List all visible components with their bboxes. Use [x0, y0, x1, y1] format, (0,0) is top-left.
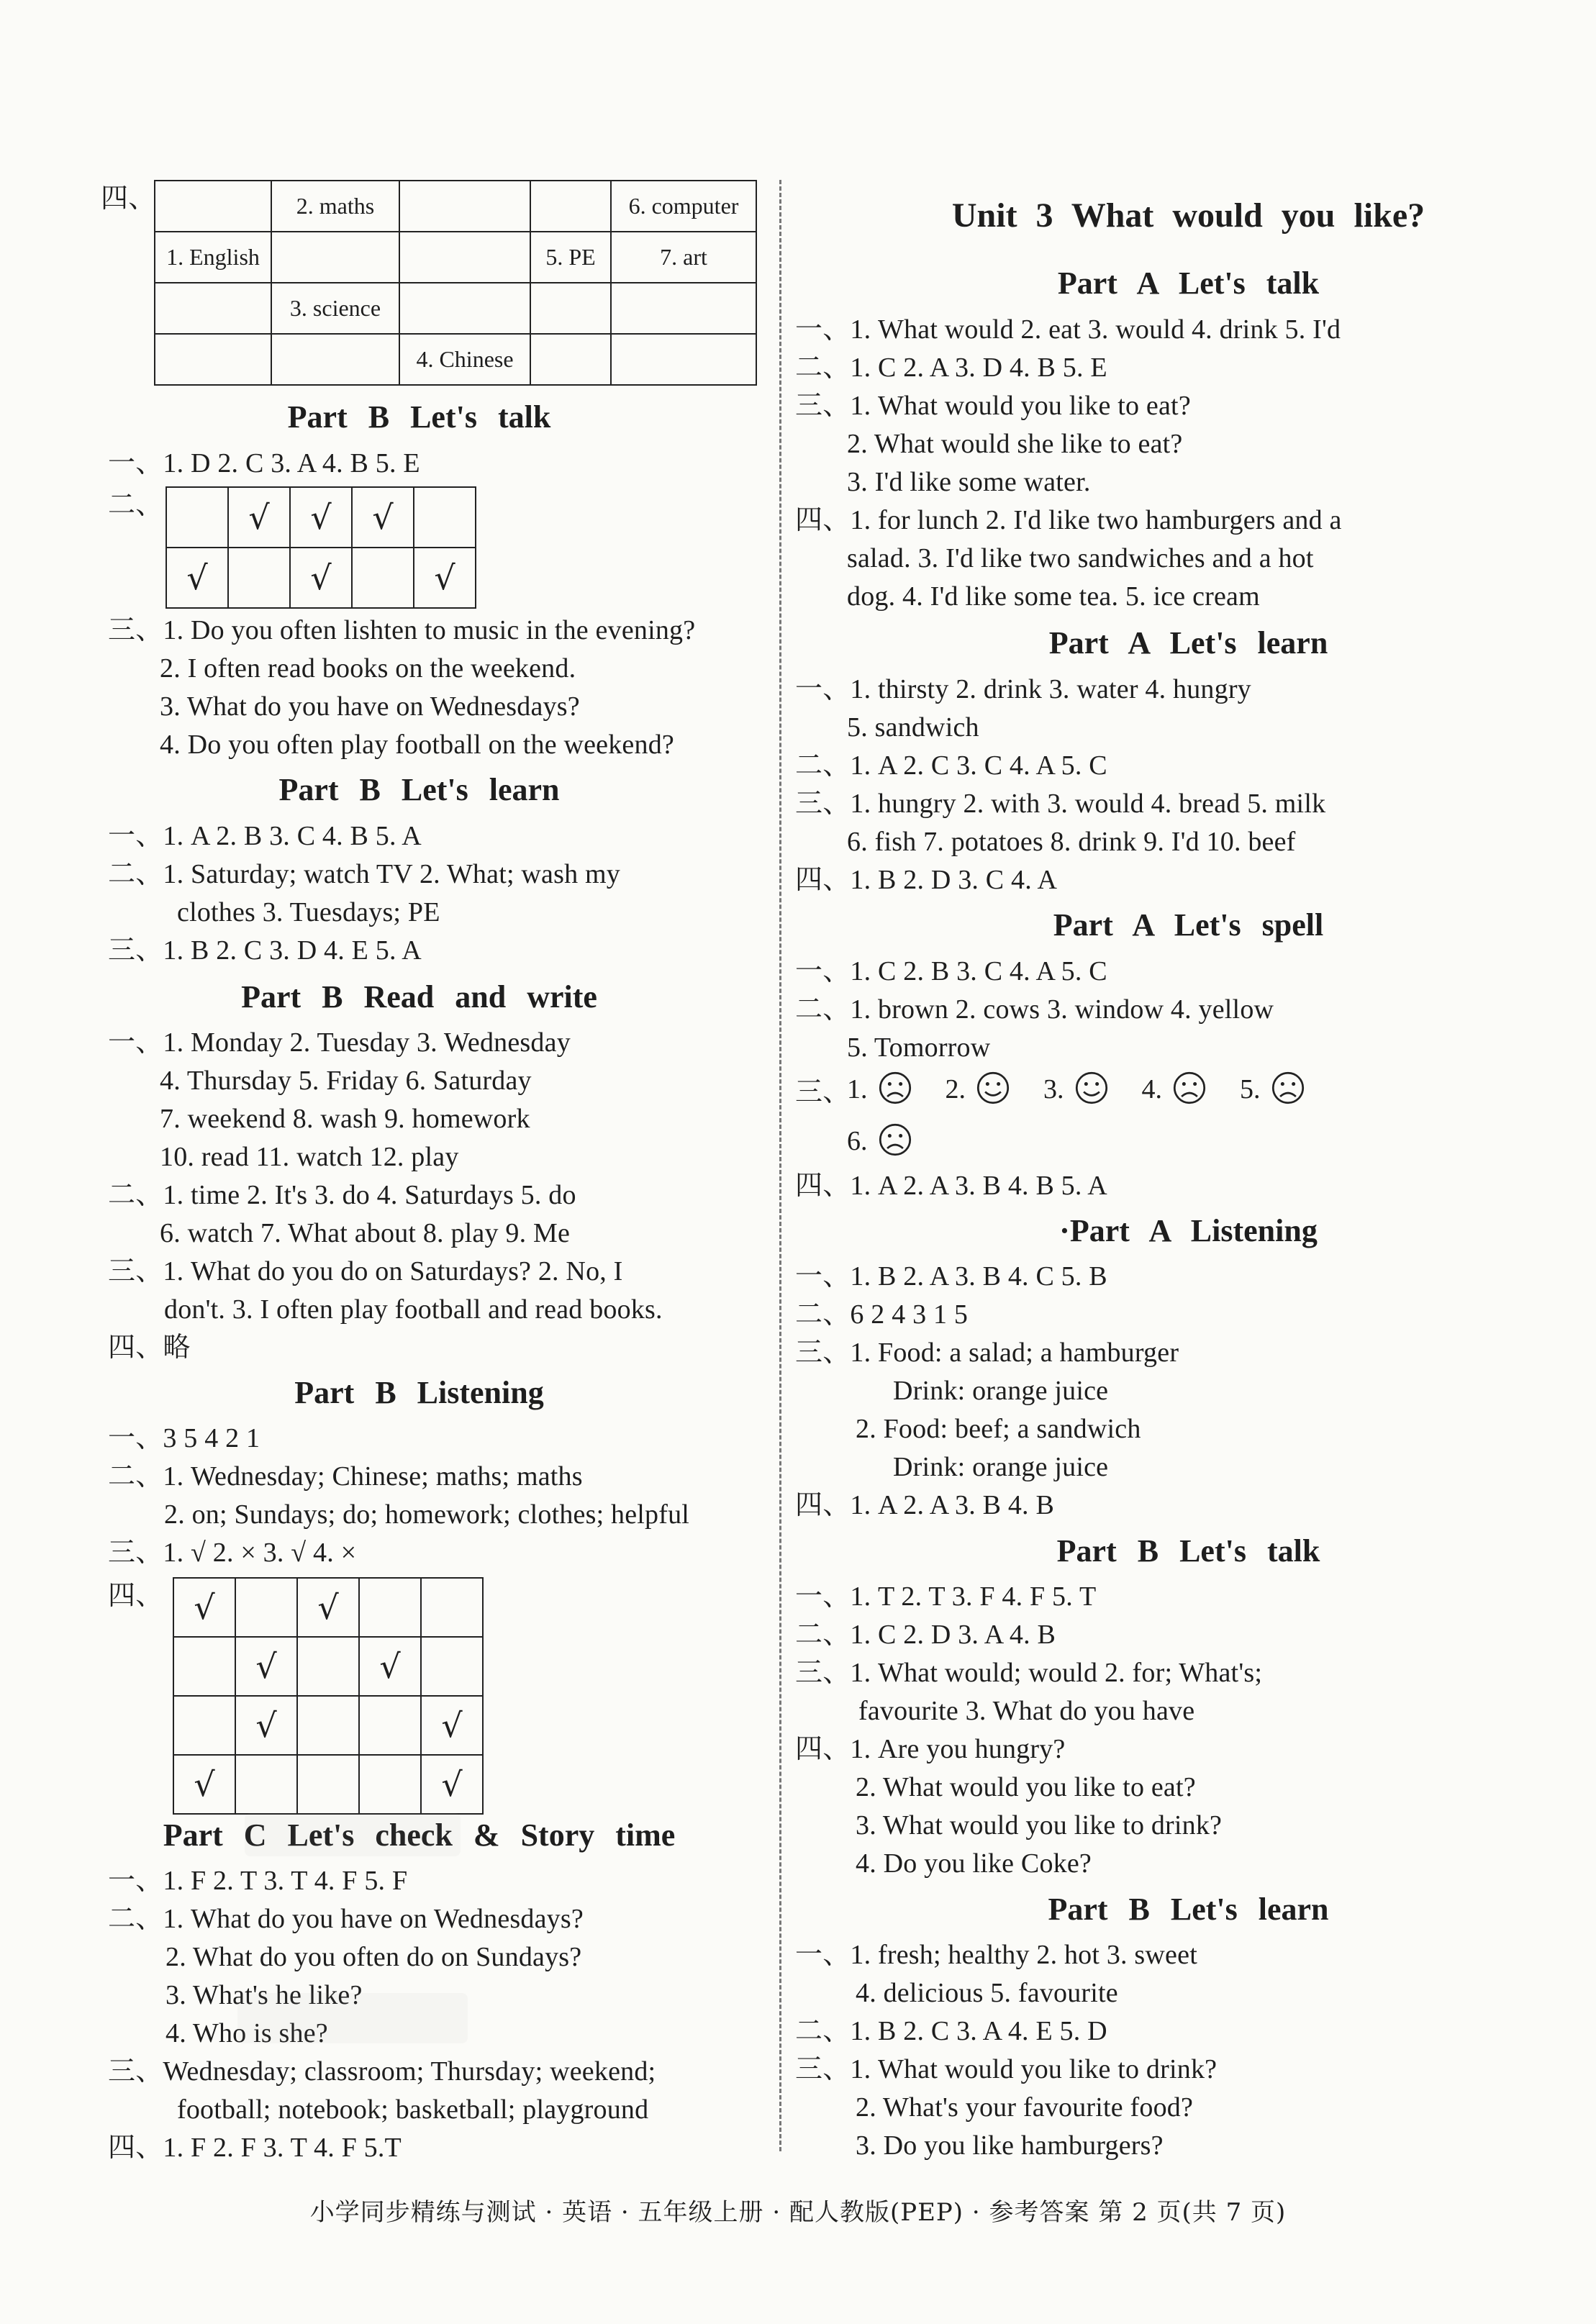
smiley-face-icon: [1074, 1071, 1109, 1108]
grid-cell: [359, 1578, 421, 1637]
answer-line: 4. Thursday 5. Friday 6. Saturday: [160, 1066, 532, 1096]
grid-cell: 7. art: [611, 232, 756, 283]
face-number: 6.: [847, 1126, 868, 1156]
grid-cell: [297, 1637, 359, 1696]
grid-row: [155, 232, 756, 283]
subject-crossword-grid: [154, 180, 757, 386]
grid-cell: √: [166, 548, 228, 608]
answer-line: 三、1. Food: a salad; a hamburger: [795, 1338, 1179, 1368]
answer-line: clothes 3. Tuesdays; PE: [177, 897, 440, 927]
answer-line: 5. Tomorrow: [847, 1032, 991, 1063]
answer-line: 2. I often read books on the weekend.: [160, 653, 576, 684]
grid-cell: [611, 334, 756, 385]
heading-parta-spell: Part A Let's spell: [1053, 907, 1324, 943]
heading-parta-listening: ·Part A Listening: [1059, 1213, 1318, 1248]
answer-line: 4. Do you like Coke?: [856, 1848, 1092, 1879]
answer-line: 2. What's your favourite food?: [856, 2092, 1194, 2123]
answer-line: 5. sandwich: [847, 712, 979, 743]
page-footer: 小学同步精练与测试 · 英语 · 五年级上册 · 配人教版(PEP) · 参考答案 第 2 页(共 7 页): [309, 2198, 1287, 2227]
grid-cell: [297, 1696, 359, 1755]
grid-cell: √: [352, 487, 414, 548]
grid-cell: [155, 283, 271, 334]
grid-cell: [173, 1637, 235, 1696]
answer-line: 一、1. Monday 2. Tuesday 3. Wednesday: [108, 1027, 571, 1058]
answer-line: 三、Wednesday; classroom; Thursday; weekend;: [108, 2056, 656, 2087]
heading-partb-listening: Part B Listening: [294, 1375, 544, 1410]
face-answer-sad: [847, 1122, 912, 1160]
answer-line: 一、1. C 2. B 3. C 4. A 5. C: [795, 956, 1107, 986]
answer-line: don't. 3. I often play football and read books.: [164, 1294, 663, 1325]
answer-line: 二、6 2 4 3 1 5: [795, 1299, 969, 1330]
sad-face-icon: [1172, 1071, 1207, 1108]
column-divider: [779, 180, 781, 2151]
answer-line: favourite 3. What do you have: [858, 1696, 1195, 1726]
grid-cell: [271, 334, 399, 385]
answer-line: 二、1. B 2. C 3. A 4. E 5. D: [795, 2016, 1107, 2046]
grid-cell: [399, 232, 530, 283]
face-answer-sad: [847, 1071, 912, 1108]
answer-line: 四、略: [108, 1333, 191, 1363]
sad-face-icon: [878, 1122, 912, 1160]
answer-line: 四、1. for lunch 2. I'd like two hamburgers and a: [795, 505, 1342, 535]
grid-cell: [271, 232, 399, 283]
grid-cell: √: [228, 487, 290, 548]
answer-line: 四、1. Are you hungry?: [795, 1734, 1066, 1764]
watermark-mark: [237, 1993, 468, 2043]
answer-line: salad. 3. I'd like two sandwiches and a hot: [847, 543, 1314, 573]
answer-line: 三、1. What would you like to eat?: [795, 391, 1191, 421]
grid-cell: 6. computer: [611, 181, 756, 232]
grid-cell: 4. Chinese: [399, 334, 530, 385]
answer-line: 6. watch 7. What about 8. play 9. Me: [160, 1218, 571, 1248]
grid-cell: [297, 1755, 359, 1814]
grid-label: 四、: [108, 1581, 163, 1611]
answer-line: 二、1. A 2. C 3. C 4. A 5. C: [795, 750, 1107, 781]
answer-line: 四、1. A 2. A 3. B 4. B: [795, 1490, 1054, 1520]
grid-row: [155, 334, 756, 385]
heading-partb-read: Part B Read and write: [241, 979, 597, 1015]
grid-row: [173, 1755, 483, 1814]
answer-line: 10. read 11. watch 12. play: [160, 1142, 459, 1172]
answer-line: football; notebook; basketball; playground: [177, 2094, 649, 2125]
grid-cell: [421, 1578, 483, 1637]
face-number: 1.: [847, 1074, 868, 1104]
grid-cell: √: [173, 1755, 235, 1814]
grid-cell: √: [421, 1696, 483, 1755]
answer-line: dog. 4. I'd like some tea. 5. ice cream: [847, 581, 1260, 612]
answer-line: 2. on; Sundays; do; homework; clothes; helpful: [164, 1499, 690, 1530]
grid-label: 四、: [101, 183, 156, 214]
answer-line: 三、1. Do you often lishten to music in the evening?: [108, 615, 696, 645]
answer-line: 一、1. F 2. T 3. T 4. F 5. F: [108, 1866, 408, 1896]
grid-cell: √: [290, 487, 352, 548]
grid-cell: √: [235, 1696, 297, 1755]
heading-partb-talk-right: Part B Let's talk: [1056, 1533, 1320, 1569]
heading-parta-talk: Part A Let's talk: [1057, 265, 1320, 301]
answer-line: 一、3 5 4 2 1: [108, 1423, 260, 1453]
grid-cell: [530, 334, 611, 385]
answer-line: 6. fish 7. potatoes 8. drink 9. I'd 10. beef: [847, 827, 1296, 857]
answer-line: 一、1. B 2. A 3. B 4. C 5. B: [795, 1261, 1107, 1292]
face-answers-row-2: [847, 1122, 946, 1160]
answer-line: 一、1. thirsty 2. drink 3. water 4. hungry: [795, 674, 1251, 704]
face-answers-row-1: [847, 1071, 1338, 1108]
grid-row: [155, 181, 756, 232]
grid-cell: [530, 181, 611, 232]
answer-line: 三、1. B 2. C 3. D 4. E 5. A: [108, 935, 422, 966]
heading-partc-check: Part C Let's check & Story time: [163, 1817, 676, 1853]
grid-cell: √: [290, 548, 352, 608]
answer-line: 三、1. √ 2. × 3. √ 4. ×: [108, 1538, 357, 1568]
face-answer-sad: [1142, 1071, 1207, 1108]
heading-partb-talk: Part B Let's talk: [287, 399, 551, 435]
grid-label: 二、: [108, 490, 163, 520]
answer-line: 一、1. A 2. B 3. C 4. B 5. A: [108, 821, 422, 851]
grid-cell: [359, 1755, 421, 1814]
answer-line: 三、1. What would you like to drink?: [795, 2054, 1218, 2084]
grid-cell: [399, 181, 530, 232]
face-answer-happy: [946, 1071, 1011, 1108]
sad-face-icon: [878, 1071, 912, 1108]
grid-row: [173, 1696, 483, 1755]
answer-line: 一、1. What would 2. eat 3. would 4. drink 5. I'd: [795, 314, 1341, 345]
answer-line: 3. What's he like?: [166, 1980, 363, 2010]
answer-line: 二、1. Saturday; watch TV 2. What; wash my: [108, 859, 620, 889]
grid-cell: [611, 283, 756, 334]
answer-line: 3. What would you like to drink?: [856, 1810, 1223, 1840]
answer-line: 三、1. hungry 2. with 3. would 4. bread 5. milk: [795, 789, 1326, 819]
answer-line: 一、1. T 2. T 3. F 4. F 5. T: [795, 1581, 1097, 1612]
check-grid-listening: [173, 1577, 484, 1815]
answer-line: Drink: orange juice: [893, 1452, 1109, 1482]
grid-label: 三、: [795, 1077, 851, 1107]
grid-row: [166, 487, 476, 548]
answer-line: 二、1. time 2. It's 3. do 4. Saturdays 5. do: [108, 1180, 576, 1210]
grid-row: [155, 283, 756, 334]
answer-line: 2. What would she like to eat?: [847, 429, 1183, 459]
sad-face-icon: [1271, 1071, 1305, 1108]
answer-line: 3. What do you have on Wednesdays?: [160, 691, 580, 722]
unit-title: Unit 3 What would you like?: [951, 196, 1425, 235]
face-answer-sad: [1240, 1071, 1305, 1108]
watermark-mark: [245, 1813, 461, 1856]
grid-row: [166, 548, 476, 608]
grid-row: [173, 1637, 483, 1696]
answer-line: 2. What would you like to eat?: [856, 1772, 1196, 1802]
grid-cell: 1. English: [155, 232, 271, 283]
answer-line: 四、1. B 2. D 3. C 4. A: [795, 865, 1058, 895]
answer-line: 3. Do you like hamburgers?: [856, 2130, 1164, 2161]
grid-cell: [166, 487, 228, 548]
answer-line: 二、1. C 2. D 3. A 4. B: [795, 1620, 1056, 1650]
answer-line: 2. What do you often do on Sundays?: [166, 1942, 582, 1972]
grid-cell: [414, 487, 476, 548]
grid-cell: 5. PE: [530, 232, 611, 283]
answer-line: 四、1. F 2. F 3. T 4. F 5.T: [108, 2133, 402, 2163]
grid-cell: √: [173, 1578, 235, 1637]
answer-line: 7. weekend 8. wash 9. homework: [160, 1104, 530, 1134]
answer-line: 4. delicious 5. favourite: [856, 1978, 1118, 2008]
grid-cell: √: [235, 1637, 297, 1696]
face-answer-happy: [1043, 1071, 1109, 1108]
answer-line: 4. Do you often play football on the weekend?: [160, 730, 674, 760]
heading-parta-learn: Part A Let's learn: [1048, 625, 1328, 661]
grid-cell: [155, 181, 271, 232]
face-number: 2.: [945, 1074, 966, 1104]
grid-cell: [421, 1637, 483, 1696]
face-number: 4.: [1141, 1074, 1162, 1104]
answer-line: Drink: orange juice: [893, 1376, 1109, 1406]
face-number: 3.: [1043, 1074, 1064, 1104]
grid-cell: 2. maths: [271, 181, 399, 232]
answer-line: 一、1. D 2. C 3. A 4. B 5. E: [108, 448, 420, 478]
answer-line: 二、1. What do you have on Wednesdays?: [108, 1904, 584, 1934]
grid-cell: √: [421, 1755, 483, 1814]
answer-line: 二、1. Wednesday; Chinese; maths; maths: [108, 1461, 583, 1492]
answer-line: 4. Who is she?: [166, 2018, 328, 2048]
grid-cell: [235, 1755, 297, 1814]
grid-cell: √: [359, 1637, 421, 1696]
answer-line: 3. I'd like some water.: [847, 467, 1091, 497]
grid-cell: [530, 283, 611, 334]
grid-cell: [155, 334, 271, 385]
grid-cell: [228, 548, 290, 608]
answer-line: 三、1. What do you do on Saturdays? 2. No, I: [108, 1256, 623, 1286]
grid-row: [173, 1578, 483, 1637]
answer-line: 二、1. C 2. A 3. D 4. B 5. E: [795, 353, 1107, 383]
grid-cell: [173, 1696, 235, 1755]
grid-cell: [235, 1578, 297, 1637]
heading-partb-learn-right: Part B Let's learn: [1048, 1892, 1329, 1927]
smiley-face-icon: [976, 1071, 1010, 1108]
answer-line: 二、1. brown 2. cows 3. window 4. yellow: [795, 994, 1274, 1025]
answer-line: 一、1. fresh; healthy 2. hot 3. sweet: [795, 1940, 1197, 1970]
grid-cell: [359, 1696, 421, 1755]
grid-cell: 3. science: [271, 283, 399, 334]
grid-cell: √: [414, 548, 476, 608]
grid-cell: [399, 283, 530, 334]
answer-line: 2. Food: beef; a sandwich: [856, 1414, 1141, 1444]
face-number: 5.: [1240, 1074, 1261, 1104]
grid-cell: [352, 548, 414, 608]
heading-partb-learn: Part B Let's learn: [278, 772, 560, 807]
grid-cell: √: [297, 1578, 359, 1637]
check-grid-talk: [166, 486, 476, 609]
answer-line: 三、1. What would; would 2. for; What's;: [795, 1658, 1263, 1688]
answer-line: 四、1. A 2. A 3. B 4. B 5. A: [795, 1171, 1107, 1201]
